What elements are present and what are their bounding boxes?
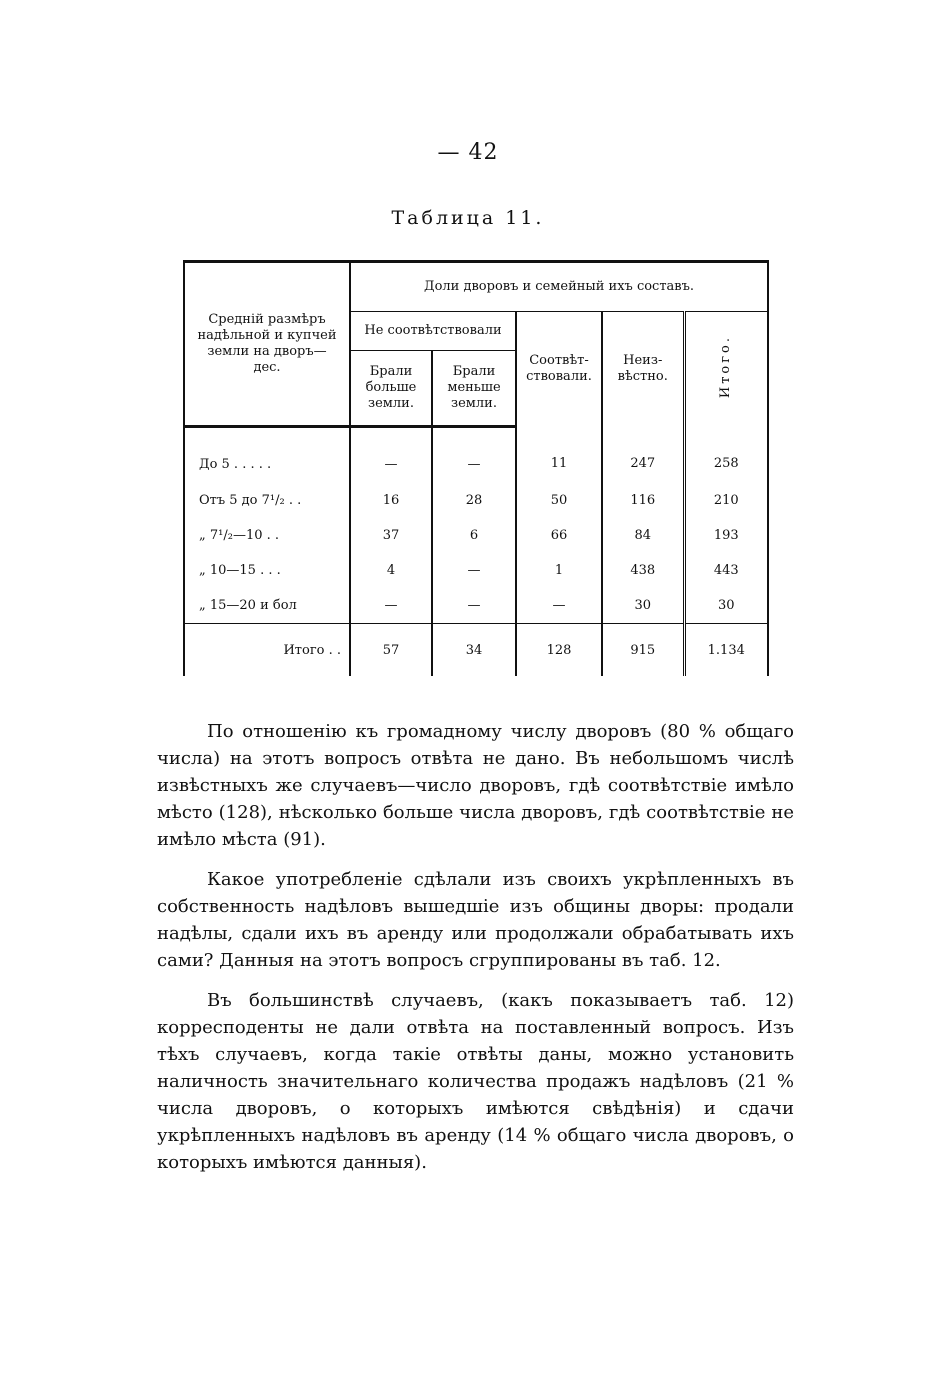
table-row: [184, 483, 768, 518]
total-took-less: 34: [432, 624, 516, 677]
cell-took-more: 37: [350, 518, 432, 553]
cell-took-less: —: [432, 553, 516, 588]
cell-total: 210: [684, 483, 768, 518]
cell-matched: 11: [516, 427, 602, 484]
row-label-header: Средній размѣръ надѣльной и купчей земли на дворъ—дес.: [184, 262, 350, 427]
total-took-more: 57: [350, 624, 432, 677]
cell-took-less: 28: [432, 483, 516, 518]
row-label: „ 7¹/₂—10 . .: [184, 518, 350, 553]
subgroup-header: Не соотвѣтствовали: [350, 312, 516, 351]
total-unknown: 915: [602, 624, 684, 677]
col-header-took-less: Брали меньше земли.: [432, 351, 516, 427]
data-table: [183, 260, 769, 676]
row-label: До 5 . . . . .: [184, 427, 350, 484]
paragraph: Въ большинствѣ случаевъ, (какъ показываетъ таб. 12) корресподенты не дали отвѣта на поставленный вопросъ. Изъ тѣхъ случаевъ, когда такіе отвѣты даны, можно установить наличность значительнаго количества продажъ надѣловъ (21 % числа дворовъ, о которыхъ имѣются свѣдѣнія) и сдачи укрѣпленныхъ надѣловъ въ аренду (14 % общаго числа дворовъ, о которыхъ имѣются данныя).: [157, 990, 794, 1173]
cell-matched: 50: [516, 483, 602, 518]
col-header-matched: Соотвѣт- ствовали.: [516, 312, 602, 427]
table-row: [184, 588, 768, 624]
page-number: — 42: [437, 140, 499, 165]
col-header-total-text: Итого.: [718, 335, 734, 399]
cell-unknown: 438: [602, 553, 684, 588]
col-header-unknown: Неиз- вѣстно.: [602, 312, 684, 427]
col-header-total: [684, 312, 768, 427]
table-row: [184, 553, 768, 588]
cell-unknown: 30: [602, 588, 684, 624]
cell-matched: —: [516, 588, 602, 624]
table-row: [184, 518, 768, 553]
cell-unknown: 247: [602, 427, 684, 484]
row-label: Отъ 5 до 7¹/₂ . .: [184, 483, 350, 518]
body-text: [157, 718, 794, 1189]
cell-total: 443: [684, 553, 768, 588]
cell-took-more: 16: [350, 483, 432, 518]
cell-total: 193: [684, 518, 768, 553]
cell-took-more: —: [350, 427, 432, 484]
cell-unknown: 116: [602, 483, 684, 518]
cell-took-more: —: [350, 588, 432, 624]
table-row: [184, 427, 768, 484]
total-matched: 128: [516, 624, 602, 677]
group-header: Доли дворовъ и семейный ихъ составъ.: [350, 262, 768, 312]
cell-took-less: —: [432, 588, 516, 624]
cell-matched: 66: [516, 518, 602, 553]
total-total: 1.134: [684, 624, 768, 677]
row-label: „ 10—15 . . .: [184, 553, 350, 588]
cell-took-more: 4: [350, 553, 432, 588]
cell-took-less: 6: [432, 518, 516, 553]
total-row-label: Итого . .: [184, 624, 350, 677]
cell-matched: 1: [516, 553, 602, 588]
paragraph: Какое употребленіе сдѣлали изъ своихъ укрѣпленныхъ въ собственность надѣловъ вышедшіе изъ общины дворы: продали надѣлы, сдали ихъ въ аренду или продолжали обрабатывать ихъ сами? Данныя на этотъ вопросъ сгруппированы въ таб. 12.: [157, 869, 794, 971]
cell-total: 30: [684, 588, 768, 624]
col-header-took-more: Брали больше земли.: [350, 351, 432, 427]
cell-total: 258: [684, 427, 768, 484]
table-total-row: [184, 624, 768, 677]
cell-unknown: 84: [602, 518, 684, 553]
paragraph: По отношенію къ громадному числу дворовъ (80 % общаго числа) на этотъ вопросъ отвѣта не дано. Въ небольшомъ числѣ извѣстныхъ же случаевъ—число дворовъ, гдѣ соотвѣтствіе имѣло мѣсто (128), нѣсколько больше числа дворовъ, гдѣ соотвѣтствіе не имѣло мѣста (91).: [157, 721, 794, 850]
row-label: „ 15—20 и бол: [184, 588, 350, 624]
table-title: Таблица 11.: [391, 207, 545, 229]
cell-took-less: —: [432, 427, 516, 484]
